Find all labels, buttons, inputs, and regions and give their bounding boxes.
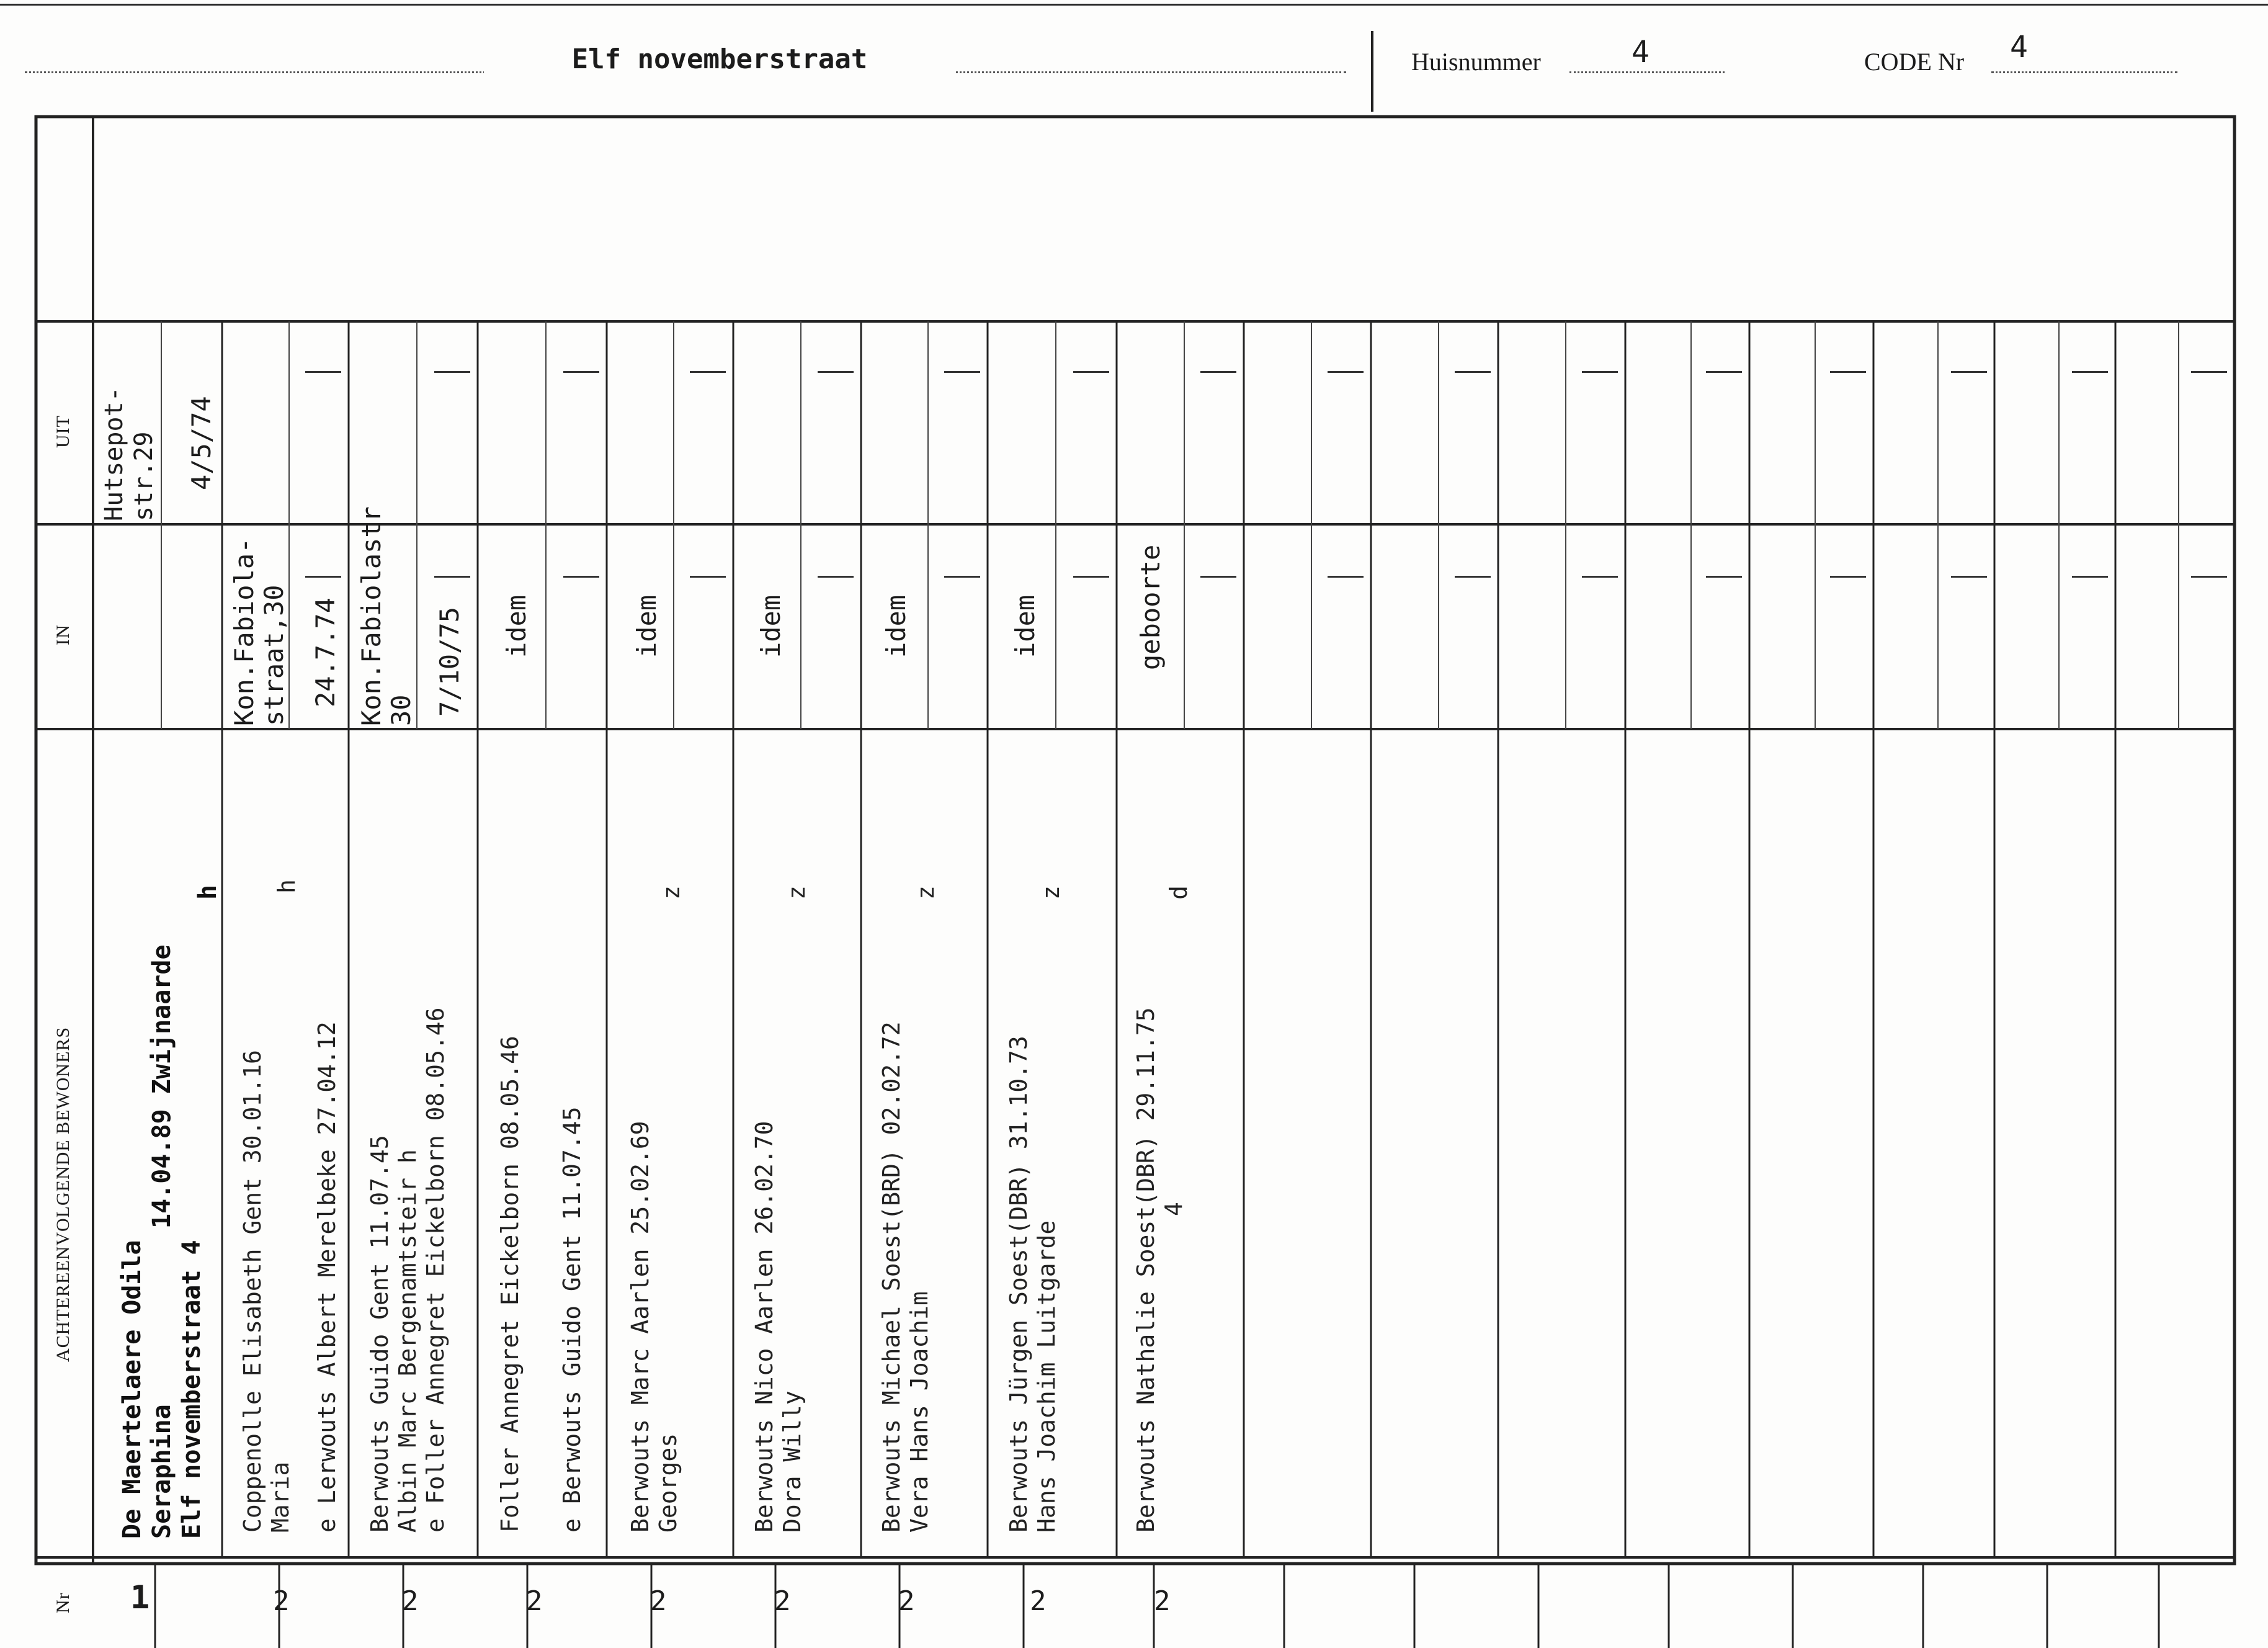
record-7-resident-line-1: Berwouts Michael Soest(BRD) 02.02.72 [878,1021,905,1533]
record-2-sex: h [273,879,300,893]
record-1-uit-place: Hutsepot- str.29 [100,387,158,521]
house-number-value: 4 [1632,35,1650,69]
empty-dash [434,576,470,578]
record-7-nr: 2 [898,1585,915,1617]
record-2-in-date: 24.7.74 [310,597,341,707]
record-4-resident-line-2: e Berwouts Guido Gent 11.07.45 [558,1106,586,1533]
record-2-resident-line-3: e Lerwouts Albert Merelbeke 27.04.12 [313,1021,341,1533]
empty-dash [2191,576,2227,578]
empty-dash [1830,576,1866,578]
empty-dash [1582,576,1618,578]
record-5-nr: 2 [650,1585,667,1617]
empty-dash [818,371,854,373]
col-title-uit: UIT [53,415,73,448]
record-1-nr: 1 [130,1579,150,1616]
record-2-nr: 2 [273,1585,290,1617]
empty-dash [1073,371,1109,373]
record-5-in-place: idem [632,594,662,658]
record-1-resident-line-3: Elf novemberstraat 4 [177,1240,206,1539]
record-4-resident-line-1: Foller Annegret Eickelborn 08.05.46 [496,1036,524,1533]
empty-dash [1455,576,1491,578]
empty-dash [1582,371,1618,373]
record-3-resident-line-1: Berwouts Guido Gent 11.07.45 [366,1135,393,1533]
record-3-resident-line-2: Albin Marc Bergenamtsteir h [394,1149,421,1533]
col-title-bewoners: ACHTEREENVOLGENDE BEWONERS [53,1026,73,1362]
record-7-sex: z [912,885,939,900]
record-5-sex: z [658,885,685,900]
record-6-nr: 2 [774,1585,791,1617]
record-2-resident-line-1: Coppenolle Elisabeth Gent 30.01.16 [239,1050,266,1533]
record-4-nr: 2 [526,1585,543,1617]
empty-dash [1328,576,1364,578]
record-6-in-place: idem [756,594,786,658]
empty-dash [944,576,980,578]
record-9-address-num: 4 [1160,1202,1187,1216]
house-number-label: Huisnummer [1411,47,1546,76]
empty-dash [818,576,854,578]
record-8-resident-line-2: Hans Joachim Luitgarde [1033,1220,1060,1533]
empty-dash [2072,371,2108,373]
empty-dash [1830,371,1866,373]
empty-dash [690,576,726,578]
record-1-sex: h [194,884,222,900]
record-3-in-date: 7/10/75 [434,606,465,717]
record-2-resident-line-2: Maria [267,1461,294,1533]
empty-dash [1706,371,1742,373]
record-2-in-place: Kon.Fabiola- straat,30 [229,537,289,726]
empty-dash [563,371,599,373]
street-name: Elf novemberstraat [484,43,955,75]
empty-dash [1200,576,1236,578]
empty-dash [1455,371,1491,373]
col-title-in: IN [53,624,73,645]
empty-dash [1073,576,1109,578]
record-8-nr: 2 [1030,1585,1047,1617]
record-3-resident-line-3: e Foller Annegret Eickelborn 08.05.46 [422,1007,449,1533]
col-title-nr: Nr [53,1592,73,1613]
record-6-sex: z [783,885,810,900]
record-7-in-place: idem [881,594,911,658]
record-1-birth: 14.04.89 Zwijnaarde [148,944,176,1229]
record-1-resident-line-2: Seraphina [148,1404,176,1539]
record-9-nr: 2 [1154,1585,1171,1617]
record-4-in-place: idem [501,594,532,658]
empty-dash [2072,576,2108,578]
record-6-resident-line-1: Berwouts Nico Aarlen 26.02.70 [751,1121,778,1533]
empty-dash [1706,576,1742,578]
record-1-uit-date: 4/5/74 [186,396,217,490]
record-8-in-place: idem [1010,594,1040,658]
empty-dash [690,371,726,373]
empty-dash [305,371,341,373]
empty-dash [2191,371,2227,373]
record-5-resident-line-1: Berwouts Marc Aarlen 25.02.69 [627,1121,654,1533]
empty-dash [1951,371,1987,373]
record-7-resident-line-2: Vera Hans Joachim [906,1291,933,1533]
empty-dash [434,371,470,373]
record-9-resident-line-1: Berwouts Nathalie Soest(DBR) 29.11.75 [1132,1007,1159,1533]
code-value: 4 [2010,30,2028,65]
record-5-resident-line-2: Georges [654,1433,682,1533]
empty-dash [944,371,980,373]
record-8-resident-line-1: Berwouts Jürgen Soest(DBR) 31.10.73 [1005,1036,1032,1533]
empty-dash [305,576,341,578]
empty-dash [1328,371,1364,373]
record-3-nr: 2 [402,1585,419,1617]
record-6-resident-line-2: Dora Willy [779,1391,806,1533]
empty-dash [1951,576,1987,578]
record-1-resident-line-1: De Maertelaere Odila [118,1240,146,1539]
record-8-sex: z [1037,885,1065,900]
record-9-sex: d [1165,885,1192,900]
record-3-in-place: Kon.Fabiolastr 30 [356,506,416,726]
record-9-in-place: geboorte [1135,544,1166,670]
empty-dash [1200,371,1236,373]
empty-dash [563,576,599,578]
code-label: CODE Nr [1864,47,1969,76]
